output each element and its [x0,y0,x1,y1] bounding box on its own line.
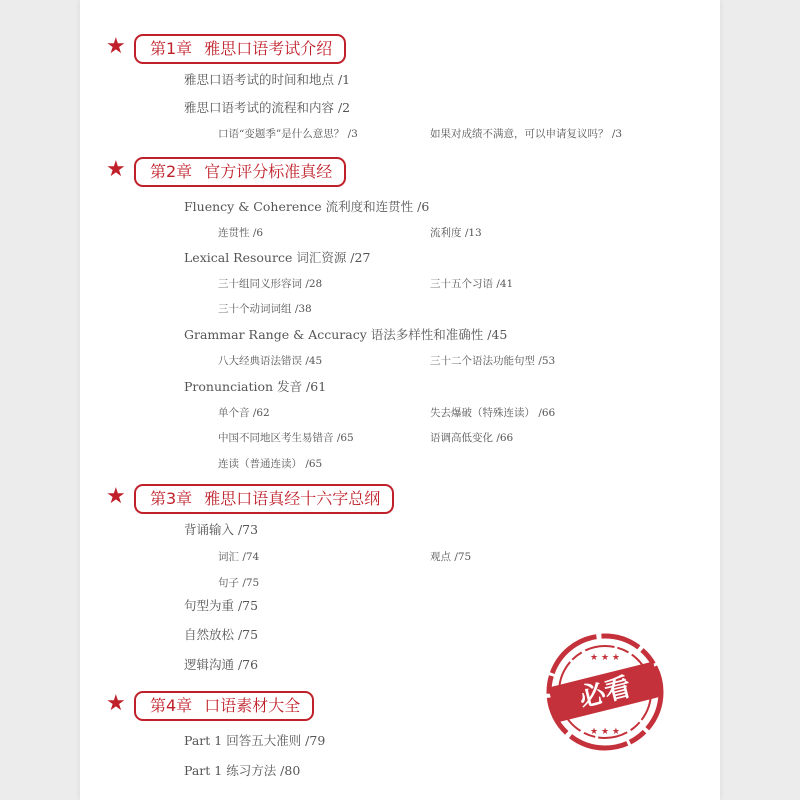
stamp-text: 必看 [576,672,635,714]
chapter-title: 口语素材大全 [204,696,301,715]
toc-subentry: 语调高低变化 /66 [430,432,514,444]
toc-subentry: 口语“变题季”是什么意思？ /3 [218,128,358,140]
chapter-title: 官方评分标准真经 [204,162,333,181]
star-icon: ★ [106,691,126,716]
toc-entry: 雅思口语考试的时间和地点 /1 [184,72,351,87]
chapter-title-box [134,34,346,64]
toc-entry: Pronunciation 发音 /61 [184,379,327,394]
chapter-title: 雅思口语真经十六字总纲 [204,489,381,508]
toc-entry: 背诵输入 /73 [184,522,259,537]
must-read-stamp [543,630,667,754]
chapter-number: 第4章 [150,696,193,715]
toc-subentry: 中国不同地区考生易错音 /65 [218,432,354,444]
toc-subentry: 句子 /75 [218,577,260,589]
toc-subentry: 三十二个语法功能句型 /53 [430,355,556,367]
toc-entry: Fluency & Coherence 流利度和连贯性 /6 [184,199,430,214]
toc-entry: 自然放松 /75 [184,627,259,642]
chapter-number: 第2章 [150,162,193,181]
toc-subentry: 三十个动词词组 /38 [218,303,312,315]
toc-entry: 句型为重 /75 [184,598,259,613]
toc-entry: Part 1 练习方法 /80 [184,763,301,778]
chapter-title: 雅思口语考试介绍 [204,39,333,58]
toc-entry: Grammar Range & Accuracy 语法多样性和准确性 /45 [184,327,508,342]
chapter-number: 第3章 [150,489,193,508]
toc-subentry: 如果对成绩不满意，可以申请复议吗？ /3 [430,128,623,140]
stamp-star: ★ ★ ★ [590,727,620,737]
toc-subentry: 三十五个习语 /41 [430,278,514,290]
toc-subentry: 连贯性 /6 [218,227,264,239]
toc-entry: 逻辑沟通 /76 [184,657,259,672]
toc-entry: Part 1 回答五大准则 /79 [184,733,326,748]
chapter-number: 第1章 [150,39,193,58]
toc-subentry: 连读（普通连读） /65 [218,458,323,470]
toc-entry: Lexical Resource 词汇资源 /27 [184,250,371,265]
toc-subentry: 八大经典语法错误 /45 [218,355,323,367]
chapter-title-box [134,484,394,514]
toc-entry: 雅思口语考试的流程和内容 /2 [184,100,351,115]
toc-subentry: 词汇 /74 [218,551,260,563]
toc-subentry: 三十组同义形容词 /28 [218,278,323,290]
toc-subentry: 流利度 /13 [430,227,482,239]
stamp-star: ★ ★ ★ [590,653,620,663]
star-icon: ★ [106,157,126,182]
chapter-title-box [134,157,346,187]
toc-subentry: 单个音 /62 [218,407,270,419]
toc-subentry: 失去爆破（特殊连读） /66 [430,407,556,419]
toc-subentry: 观点 /75 [430,551,472,563]
star-icon: ★ [106,484,126,509]
chapter-title-box [134,691,314,721]
star-icon: ★ [106,34,126,59]
